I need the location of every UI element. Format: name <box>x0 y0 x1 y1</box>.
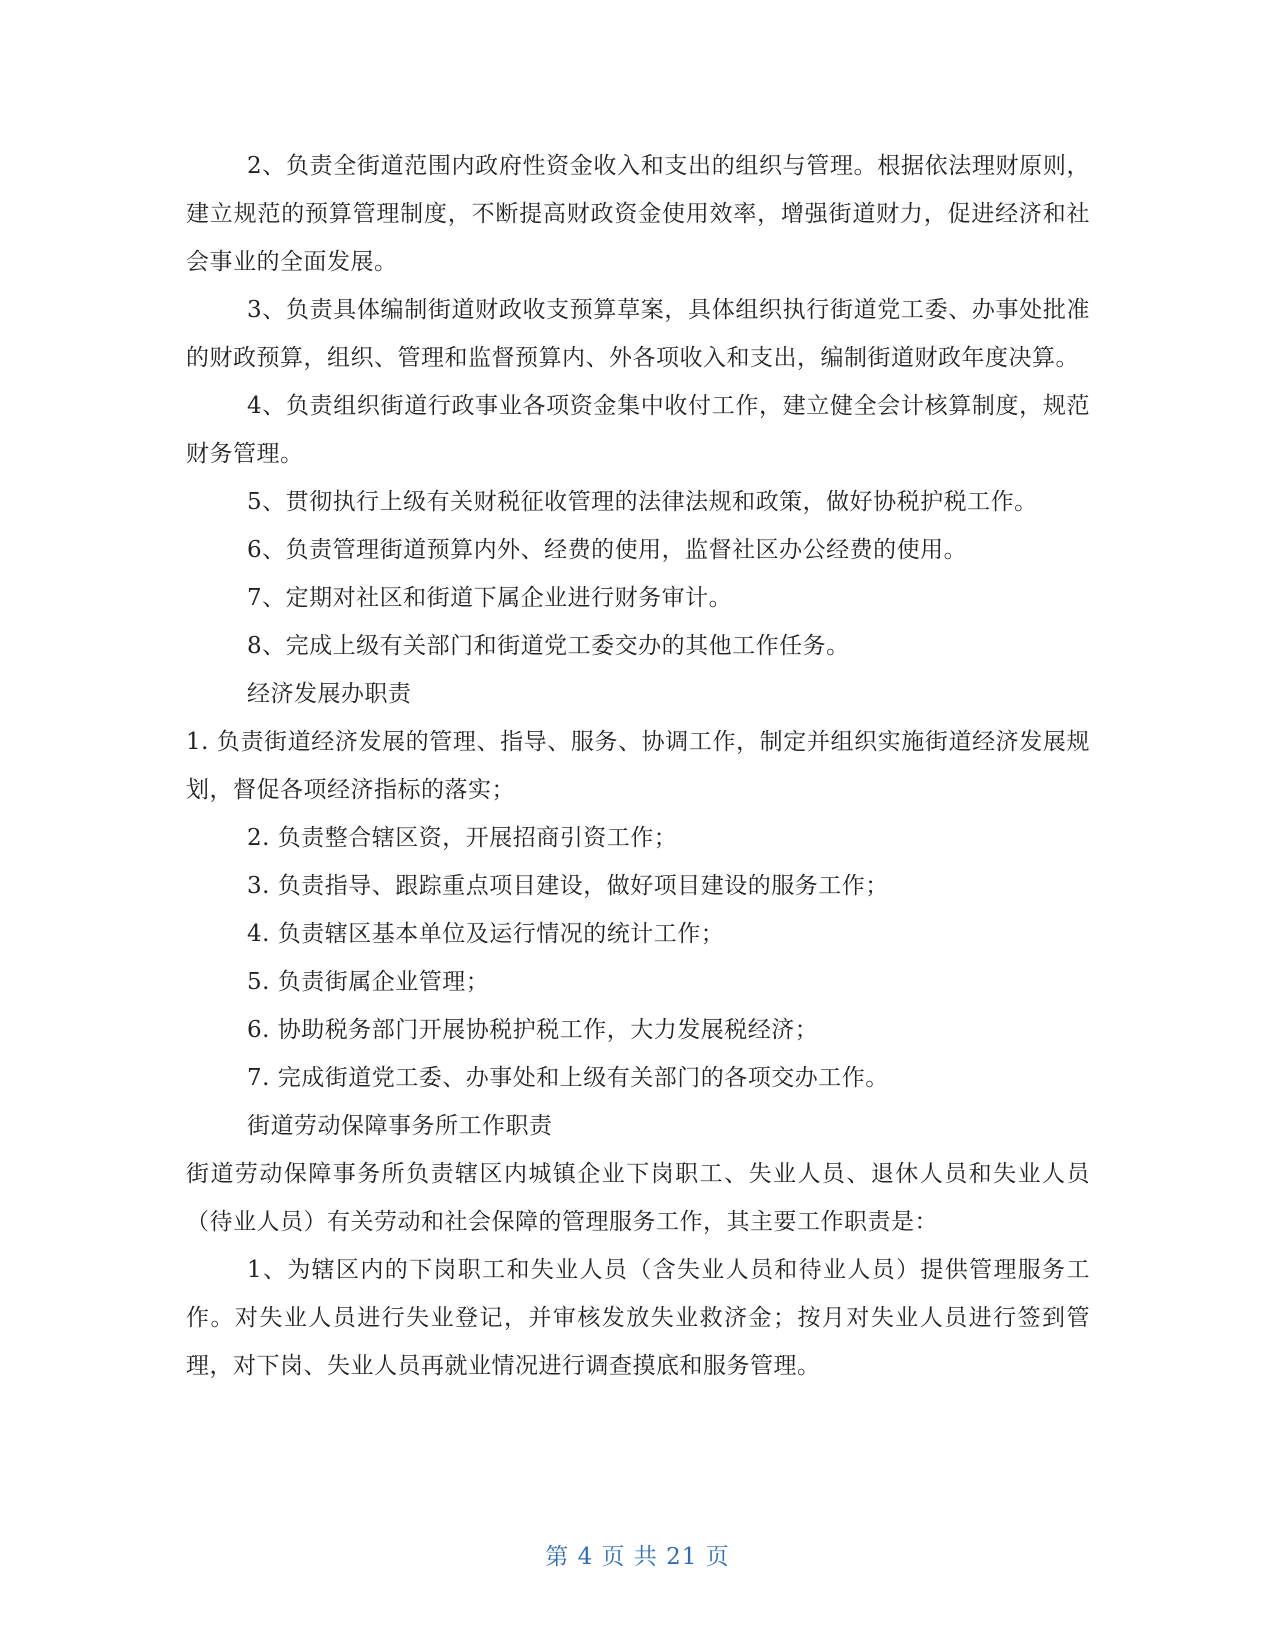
paragraph: 2. 负责整合辖区资，开展招商引资工作； <box>247 825 678 851</box>
section-heading: 街道劳动保障事务所工作职责 <box>247 1113 553 1139</box>
paragraph: 6. 协助税务部门开展协税护税工作，大力发展税经济； <box>247 1017 819 1043</box>
page-number-footer: 第 4 页 共 21 页 <box>545 1544 730 1570</box>
paragraph: 1、为辖区内的下岗职工和失业人员（含失业人员和待业人员）提供管理服务工作。对失业人员进行失业登记，并审核发放失业救济金；按月对失业人员进行签到管理，对下岗、失业人员再就业情况进行调查摸底和服务管理。 <box>186 1257 1090 1379</box>
paragraph: 5、贯彻执行上级有关财税征收管理的法律法规和政策，做好协税护税工作。 <box>247 489 1038 515</box>
paragraph: 3. 负责指导、跟踪重点项目建设，做好项目建设的服务工作； <box>247 873 889 899</box>
paragraph: 街道劳动保障事务所负责辖区内城镇企业下岗职工、失业人员、退休人员和失业人员（待业人员）有关劳动和社会保障的管理服务工作，其主要工作职责是： <box>186 1161 1090 1235</box>
paragraph: 6、负责管理街道预算内外、经费的使用，监督社区办公经费的使用。 <box>247 537 968 563</box>
paragraph: 8、完成上级有关部门和街道党工委交办的其他工作任务。 <box>247 633 850 659</box>
paragraph: 1. 负责街道经济发展的管理、指导、服务、协调工作，制定并组织实施街道经济发展规划，督促各项经济指标的落实； <box>186 729 1090 803</box>
section-heading: 经济发展办职责 <box>247 681 412 707</box>
paragraph: 4、负责组织街道行政事业各项资金集中收付工作，建立健全会计核算制度，规范财务管理。 <box>186 393 1090 467</box>
paragraph: 3、负责具体编制街道财政收支预算草案，具体组织执行街道党工委、办事处批准的财政预算，组织、管理和监督预算内、外各项收入和支出，编制街道财政年度决算。 <box>186 297 1090 371</box>
paragraph: 7、定期对社区和街道下属企业进行财务审计。 <box>247 585 733 611</box>
paragraph: 5. 负责街属企业管理； <box>247 969 490 995</box>
paragraph: 7. 完成街道党工委、办事处和上级有关部门的各项交办工作。 <box>247 1065 889 1091</box>
document-body <box>186 142 1090 1390</box>
paragraph: 4. 负责辖区基本单位及运行情况的统计工作； <box>247 921 725 947</box>
paragraph: 2、负责全街道范围内政府性资金收入和支出的组织与管理。根据依法理财原则，建立规范的预算管理制度，不断提高财政资金使用效率，增强街道财力，促进经济和社会事业的全面发展。 <box>186 153 1090 275</box>
